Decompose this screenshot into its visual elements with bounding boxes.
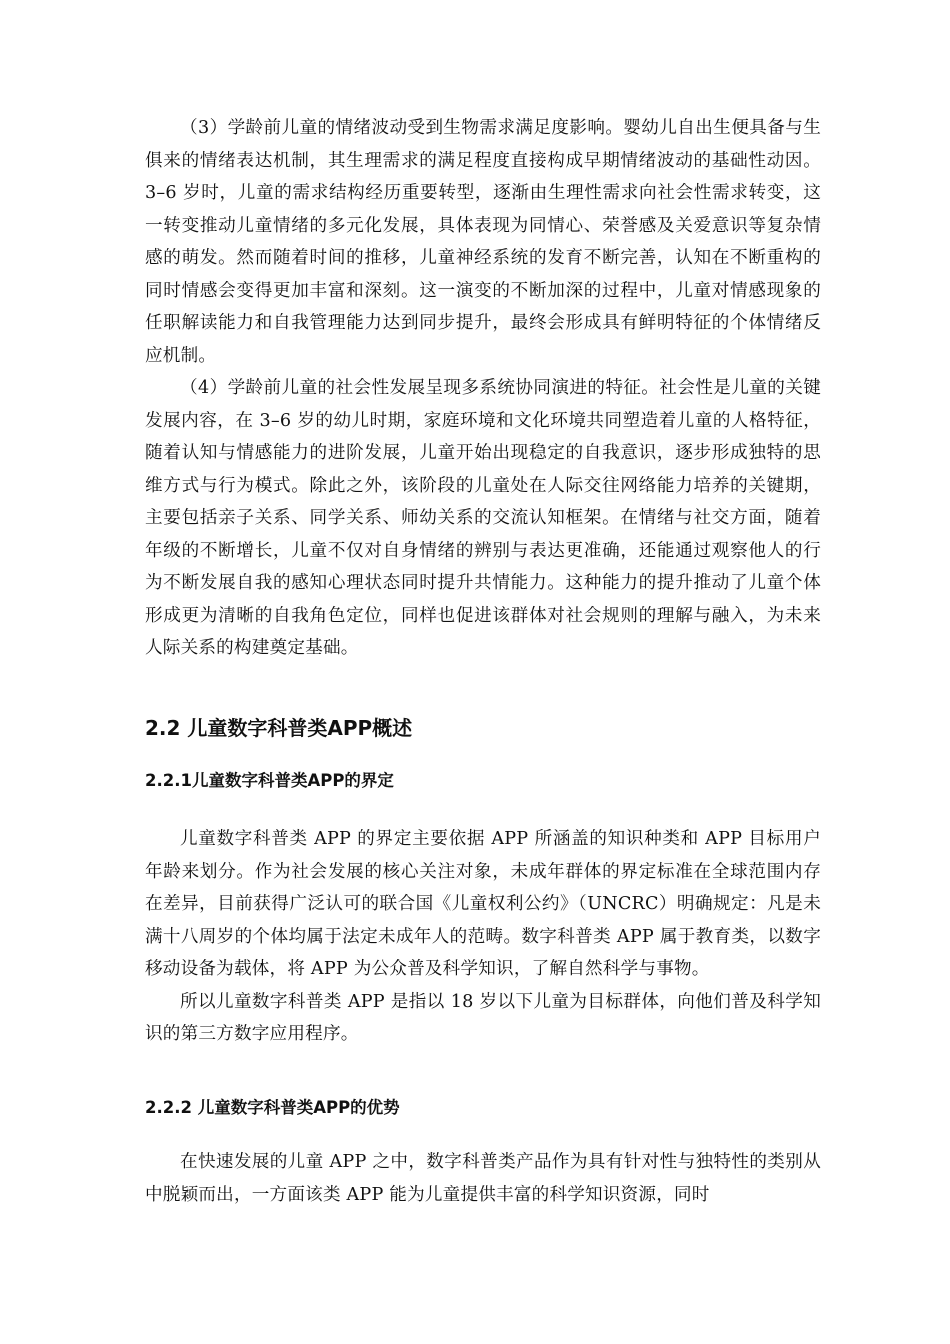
paragraph-advantages: 在快速发展的儿童 APP 之中，数字科普类产品作为具有针对性与独特性的类别从中脱颖而出，一方面该类 APP 能为儿童提供丰富的科学知识资源，同时	[145, 1152, 821, 1205]
body-text-2-2-1	[145, 823, 821, 1051]
paragraph-emotion: （3）学龄前儿童的情绪波动受到生物需求满足度影响。婴幼儿自出生便具备与生俱来的情绪表达机制，其生理需求的满足程度直接构成早期情绪波动的基础性动因。3–6 岁时，儿童的需求结构经历重要转型，逐渐由生理性需求向社会性需求转变，这一转变推动儿童情绪的多元化发展，具体表现为同情心、荣誉感及关爱意识等复杂情感的萌发。然而随着时间的推移，儿童神经系统的发育不断完善，认知在不断重构的同时情感会变得更加丰富和深刻。这一演变的不断加深的过程中，儿童对情感现象的任职解读能力和自我管理能力达到同步提升，最终会形成具有鲜明特征的个体情绪反应机制。	[145, 118, 821, 366]
subsection-heading-2-2-1: 2.2.1儿童数字科普类APP的界定	[145, 771, 394, 790]
paragraph-definition: 儿童数字科普类 APP 的界定主要依据 APP 所涵盖的知识种类和 APP 目标用户年龄来划分。作为社会发展的核心关注对象，未成年群体的界定标准在全球范围内存在差异，目前获得广泛认可的联合国《儿童权利公约》（UNCRC）明确规定：凡是未满十八周岁的个体均属于法定未成年人的范畴。数字科普类 APP 属于教育类，以数字移动设备为载体，将 APP 为公众普及科学知识，了解自然科学与事物。	[145, 829, 821, 979]
paragraph-definition-summary: 所以儿童数字科普类 APP 是指以 18 岁以下儿童为目标群体，向他们普及科学知识的第三方数字应用程序。	[145, 991, 821, 1044]
subsection-heading-2-2-2: 2.2.2 儿童数字科普类APP的优势	[145, 1098, 400, 1117]
body-text-2-2-2	[145, 1146, 821, 1211]
section-heading-2-2: 2.2 儿童数字科普类APP概述	[145, 716, 413, 740]
paragraph-social: （4）学龄前儿童的社会性发展呈现多系统协同演进的特征。社会性是儿童的关键发展内容，在 3–6 岁的幼儿时期，家庭环境和文化环境共同塑造着儿童的人格特征，随着认知与情感能力的进阶发展，儿童开始出现稳定的自我意识，逐步形成独特的思维方式与行为模式。除此之外，该阶段的儿童处在人际交往网络能力培养的关键期，主要包括亲子关系、同学关系、师幼关系的交流认知框架。在情绪与社交方面，随着年级的不断增长，儿童不仅对自身情绪的辨别与表达更准确，还能通过观察他人的行为不断发展自我的感知心理状态同时提升共情能力。这种能力的提升推动了儿童个体形成更为清晰的自我角色定位，同样也促进该群体对社会规则的理解与融入，为未来人际关系的构建奠定基础。	[145, 378, 821, 658]
body-text-top	[145, 112, 821, 665]
